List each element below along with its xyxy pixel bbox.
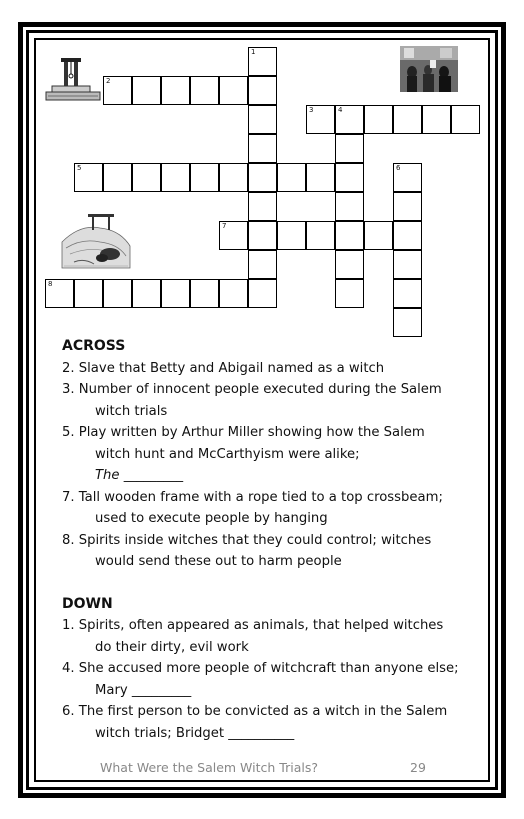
crossword-cell[interactable] — [248, 279, 277, 308]
crossword-cell[interactable] — [248, 76, 277, 105]
across-clue: 2. Slave that Betty and Abigail named as a witch — [62, 360, 385, 376]
crossword-cell[interactable] — [103, 279, 132, 308]
crossword-cell[interactable] — [306, 163, 335, 192]
crossword-cell[interactable] — [393, 163, 422, 192]
clue-number: 8 — [48, 280, 53, 288]
crossword-cell[interactable] — [277, 221, 306, 250]
clue-number: 1 — [251, 48, 256, 56]
crossword-cell[interactable] — [103, 76, 132, 105]
answer-blank: _________ — [119, 468, 184, 483]
clue-number: 4 — [338, 106, 343, 114]
crossword-cell[interactable] — [451, 105, 480, 134]
crossword-cell[interactable] — [335, 163, 364, 192]
footer-title: What Were the Salem Witch Trials? — [100, 760, 318, 775]
across-heading: ACROSS — [62, 338, 126, 354]
crossword-cell[interactable] — [161, 76, 190, 105]
crossword-cell[interactable] — [132, 76, 161, 105]
across-clue: 8. Spirits inside witches that they could control; witches would send these out to harm people — [62, 532, 432, 569]
crossword-cell[interactable] — [393, 308, 422, 337]
crossword-cell[interactable] — [248, 47, 277, 76]
crossword-cell[interactable] — [219, 76, 248, 105]
crossword-cell[interactable] — [219, 163, 248, 192]
crossword-cell[interactable] — [248, 134, 277, 163]
crossword-cell[interactable] — [248, 250, 277, 279]
clue-italic-word: The — [95, 468, 120, 483]
crossword-cell[interactable] — [103, 163, 132, 192]
crossword-cell[interactable] — [74, 279, 103, 308]
across-clue: 7. Tall wooden frame with a rope tied to a top crossbeam; used to execute people by hanging — [62, 489, 443, 526]
crossword-cell[interactable] — [132, 163, 161, 192]
crossword-cell[interactable] — [248, 221, 277, 250]
crossword-cell[interactable] — [393, 221, 422, 250]
across-clue: 3. Number of innocent people executed during the Salem witch trials — [62, 382, 442, 419]
crossword-cell[interactable] — [248, 163, 277, 192]
crossword-cell[interactable] — [306, 221, 335, 250]
crossword-cell[interactable] — [335, 221, 364, 250]
crossword-cell[interactable] — [306, 105, 335, 134]
down-clue: 1. Spirits, often appeared as animals, that helped witches do their dirty, evil work — [62, 618, 444, 655]
down-clue: 4. She accused more people of witchcraft than anyone else; Mary _________ — [62, 661, 459, 698]
crossword-cell[interactable] — [190, 76, 219, 105]
crossword-cell[interactable] — [248, 105, 277, 134]
crossword-cell[interactable] — [45, 279, 74, 308]
crossword-cell[interactable] — [335, 250, 364, 279]
crossword-cell[interactable] — [161, 163, 190, 192]
crossword-grid — [0, 0, 524, 345]
clue-number: 2 — [106, 77, 111, 85]
crossword-cell[interactable] — [335, 192, 364, 221]
crossword-cell[interactable] — [335, 105, 364, 134]
crossword-cell[interactable] — [248, 192, 277, 221]
crossword-cell[interactable] — [219, 279, 248, 308]
down-clue: 6. The first person to be convicted as a witch in the Salem witch trials; Bridget __________ — [62, 704, 448, 741]
crossword-cell[interactable] — [335, 134, 364, 163]
crossword-cell[interactable] — [393, 250, 422, 279]
clue-number: 3 — [309, 106, 314, 114]
clue-number: 7 — [222, 222, 227, 230]
crossword-cell[interactable] — [132, 279, 161, 308]
crossword-cell[interactable] — [219, 221, 248, 250]
down-heading: DOWN — [62, 595, 113, 612]
across-clue: 5. Play written by Arthur Miller showing how the Salem witch hunt and McCarthyism were alike; The _________ — [62, 425, 425, 483]
crossword-cell[interactable] — [277, 163, 306, 192]
crossword-cell[interactable] — [74, 163, 103, 192]
crossword-cell[interactable] — [422, 105, 451, 134]
clue-section — [62, 336, 462, 744]
clue-number: 5 — [77, 164, 82, 172]
crossword-cell[interactable] — [190, 163, 219, 192]
crossword-cell[interactable] — [364, 105, 393, 134]
crossword-cell[interactable] — [393, 105, 422, 134]
crossword-cell[interactable] — [393, 192, 422, 221]
clue-number: 6 — [396, 164, 401, 172]
page-number: 29 — [410, 760, 426, 775]
crossword-cell[interactable] — [335, 279, 364, 308]
crossword-cell[interactable] — [190, 279, 219, 308]
crossword-cell[interactable] — [364, 221, 393, 250]
crossword-cell[interactable] — [161, 279, 190, 308]
crossword-cell[interactable] — [393, 279, 422, 308]
